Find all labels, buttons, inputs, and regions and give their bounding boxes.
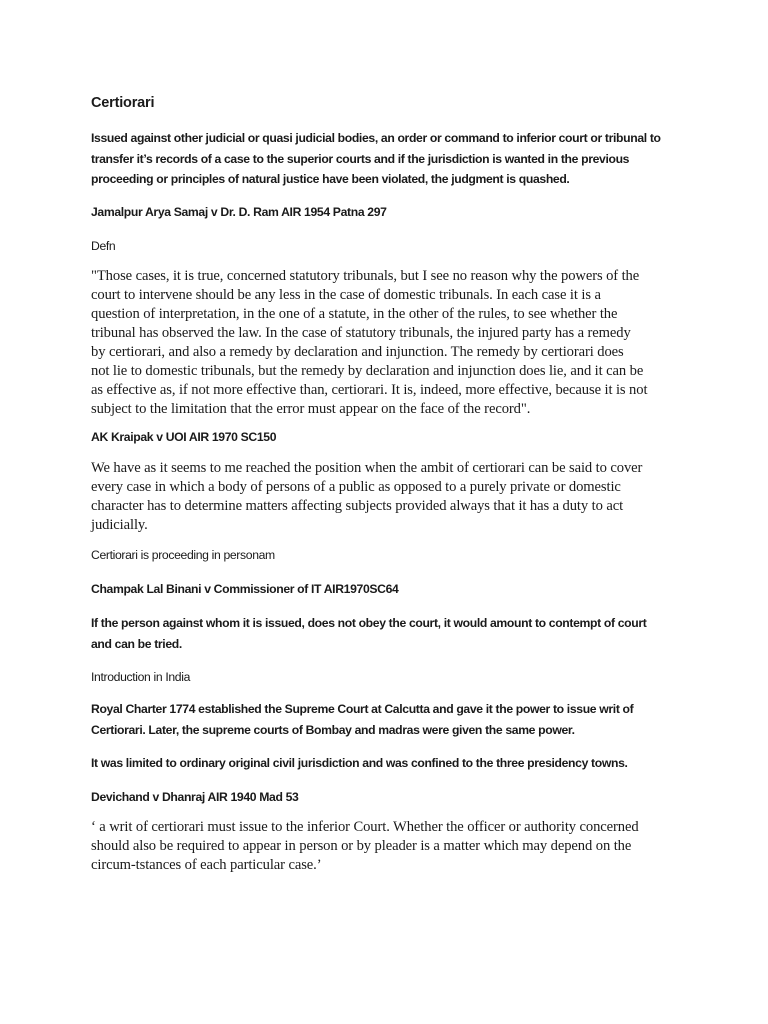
defn-label: Defn	[91, 239, 116, 253]
quote-line: judicially.	[91, 517, 148, 533]
document-title: Certiorari	[91, 95, 155, 111]
case-citation-champak: Champak Lal Binani v Commissioner of IT AIR1970SC64	[91, 582, 399, 596]
quote-line: by certiorari, and also a remedy by declaration and injunction. The remedy by certiorari does	[91, 344, 624, 360]
intro-line: proceeding or principles of natural justice have been violated, the judgment is quashed.	[91, 172, 570, 186]
case-citation-devichand: Devichand v Dhanraj AIR 1940 Mad 53	[91, 790, 299, 804]
contempt-paragraph	[91, 613, 691, 654]
quote-line: question of interpretation, in the one of a statute, in the other of the rules, to see whether the	[91, 306, 618, 322]
limited-jurisdiction-line: It was limited to ordinary original civil jurisdiction and was confined to the three presidency towns.	[91, 756, 628, 770]
quote-line: should also be required to appear in person or by pleader is a matter which may depend on the	[91, 838, 632, 854]
quote-line: every case in which a body of persons of a public as opposed to a purely private or domestic	[91, 479, 621, 495]
intro-line: transfer it’s records of a case to the superior courts and if the jurisdiction is wanted in the previous	[91, 151, 630, 166]
introduction-india-heading: Introduction in India	[91, 670, 191, 684]
quote-paragraph-2	[91, 459, 691, 535]
quote-paragraph-1	[91, 267, 691, 419]
intro-line: Issued against other judicial or quasi judicial bodies, an order or command to inferior court or tribunal to	[91, 131, 661, 145]
quote-line: not lie to domestic tribunals, but the remedy by declaration and injunction does lie, and it can be	[91, 363, 644, 379]
quote-line: as effective as, if not more effective than, certiorari. It is, indeed, more effective, because it is not	[91, 382, 648, 398]
intro-paragraph	[91, 128, 691, 190]
contempt-line: and can be tried.	[91, 636, 182, 651]
quote-line: ‘ a writ of certiorari must issue to the inferior Court. Whether the officer or authority concerned	[91, 819, 639, 835]
quote-line: "Those cases, it is true, concerned statutory tribunals, but I see no reason why the powers of the	[91, 268, 640, 284]
royal-charter-line: Royal Charter 1774 established the Supreme Court at Calcutta and gave it the power to issue writ of	[91, 702, 634, 716]
quote-line: tribunal has observed the law. In the case of statutory tribunals, the injured party has a remedy	[91, 325, 631, 341]
royal-charter-paragraph	[91, 699, 691, 740]
quote-line: court to intervene should be any less in the case of domestic tribunals. In each case it is a	[91, 287, 601, 303]
in-personam-line: Certiorari is proceeding in personam	[91, 548, 275, 562]
quote-line: character has to determine matters affecting subjects provided always that it has a duty to act	[91, 498, 624, 514]
royal-charter-line: Certiorari. Later, the supreme courts of Bombay and madras were given the same power.	[91, 722, 575, 737]
case-citation-jamalpur: Jamalpur Arya Samaj v Dr. D. Ram AIR 1954 Patna 297	[91, 205, 387, 219]
quote-paragraph-3	[91, 818, 691, 875]
case-citation-kraipak: AK Kraipak v UOI AIR 1970 SC150	[91, 430, 277, 444]
quote-line: subject to the limitation that the error must appear on the face of the record".	[91, 401, 531, 417]
quote-line: We have as it seems to me reached the position when the ambit of certiorari can be said to cover	[91, 460, 643, 476]
quote-line: circum-tstances of each particular case.’	[91, 857, 322, 873]
contempt-line: If the person against whom it is issued, does not obey the court, it would amount to contempt of court	[91, 616, 647, 630]
